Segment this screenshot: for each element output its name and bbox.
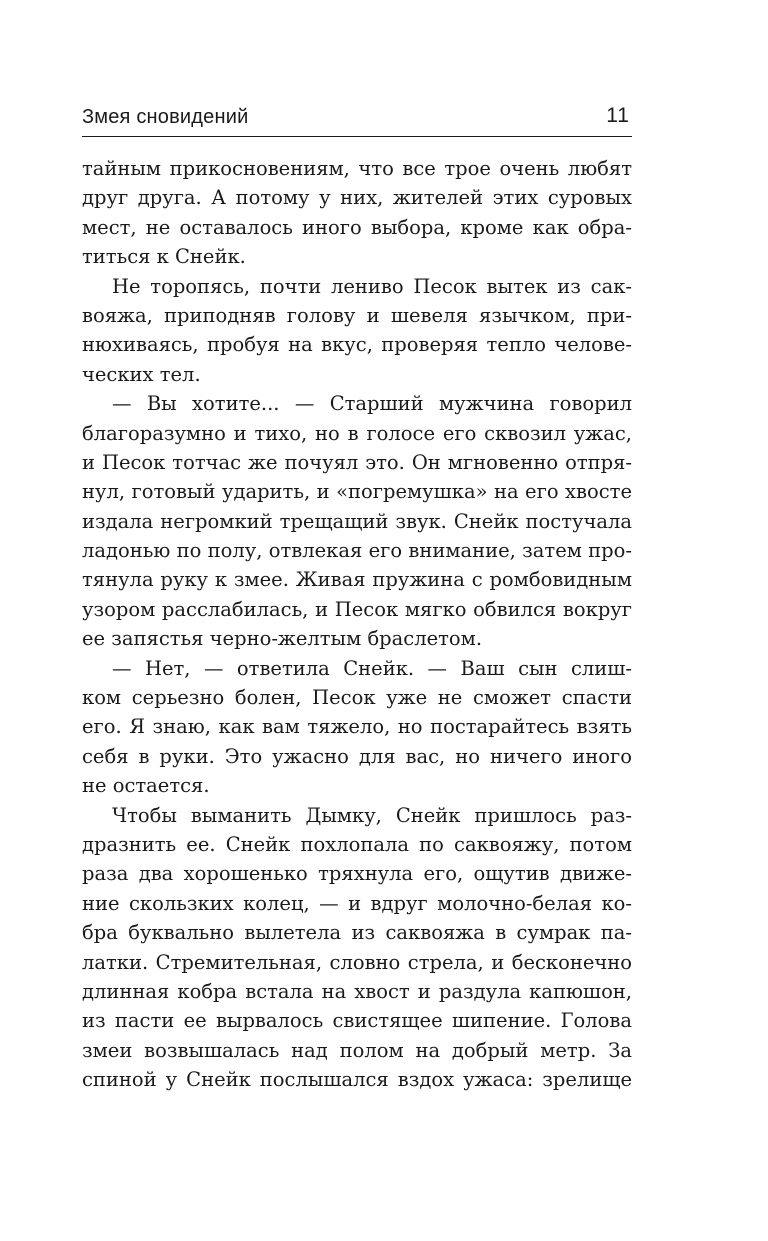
paragraph xyxy=(82,154,632,272)
text-line: дразнить ее. Снейк похлопала по саквояжу, потом xyxy=(82,832,632,856)
text-line: Не торопясь, почти лениво Песок вытек из сак- xyxy=(112,274,632,298)
running-header xyxy=(82,100,632,137)
text-line: — Нет, — ответила Снейк. — Ваш сын слиш- xyxy=(112,656,632,680)
text-line: нул, готовый ударить, и «погремушка» на его хвосте xyxy=(82,480,632,504)
text-line: спиной у Снейк послышался вздох ужаса: зрелище xyxy=(82,1068,632,1092)
text-line: мест, не оставалось иного выбора, кроме как обра- xyxy=(82,215,632,239)
text-line: вояжа, приподняв голову и шевеля язычком, при- xyxy=(82,303,632,327)
text-line: благоразумно и тихо, но в голосе его сквозил ужас, xyxy=(82,421,632,445)
text-line: бра буквально вылетела из саквояжа в сумрак па- xyxy=(82,921,632,945)
paragraph xyxy=(82,389,632,654)
text-line: раза два хорошенько тряхнула его, ощутив движе- xyxy=(82,862,632,886)
text-line: нюхиваясь, пробуя на вкус, проверяя тепло челове- xyxy=(82,333,632,357)
body-text xyxy=(82,154,632,1095)
text-line: друг друга. А потому у них, жителей этих суровых xyxy=(82,186,632,210)
text-line: титься к Снейк. xyxy=(82,245,246,269)
text-line: ческих тел. xyxy=(82,362,201,386)
text-line: ком серьезно болен, Песок уже не сможет спасти xyxy=(82,686,632,710)
paragraph xyxy=(82,654,632,801)
text-line: издала негромкий трещащий звук. Снейк постучала xyxy=(82,509,632,533)
text-line: и Песок тотчас же почуял это. Он мгновенно отпря- xyxy=(82,450,632,474)
text-line: из пасти ее вырвалось свистящее шипение. Голова xyxy=(82,1009,632,1033)
text-line: Чтобы выманить Дымку, Снейк пришлось раз- xyxy=(112,803,632,827)
text-line: тайным прикосновениям, что все трое очень любят xyxy=(82,157,632,180)
text-line: змеи возвышалась над полом на добрый метр. За xyxy=(82,1038,632,1062)
paragraph xyxy=(82,272,632,390)
text-line: ее запястья черно-желтым браслетом. xyxy=(82,627,483,651)
text-line: не остается. xyxy=(82,774,210,798)
running-title: Змея сновидений xyxy=(82,106,249,128)
text-line: ние скользких колец, — и вдруг молочно-белая ко- xyxy=(82,891,632,915)
text-line: длинная кобра встала на хвост и раздула капюшон, xyxy=(82,979,632,1003)
text-line: узором расслабилась, и Песок мягко обвился вокруг xyxy=(82,597,632,621)
text-line: его. Я знаю, как вам тяжело, но постарайтесь взять xyxy=(82,715,632,739)
text-line: себя в руки. Это ужасно для вас, но ничего иного xyxy=(82,744,632,768)
text-line: тянула руку к змее. Живая пружина с ромбовидным xyxy=(82,568,632,592)
text-line: — Вы хотите... — Старший мужчина говорил xyxy=(112,392,632,416)
text-line: ладонью по полу, отвлекая его внимание, затем про- xyxy=(82,539,632,563)
page-number: 11 xyxy=(606,104,630,127)
paragraph xyxy=(82,801,632,1095)
text-line: латки. Стремительная, словно стрела, и бесконечно xyxy=(82,950,632,974)
